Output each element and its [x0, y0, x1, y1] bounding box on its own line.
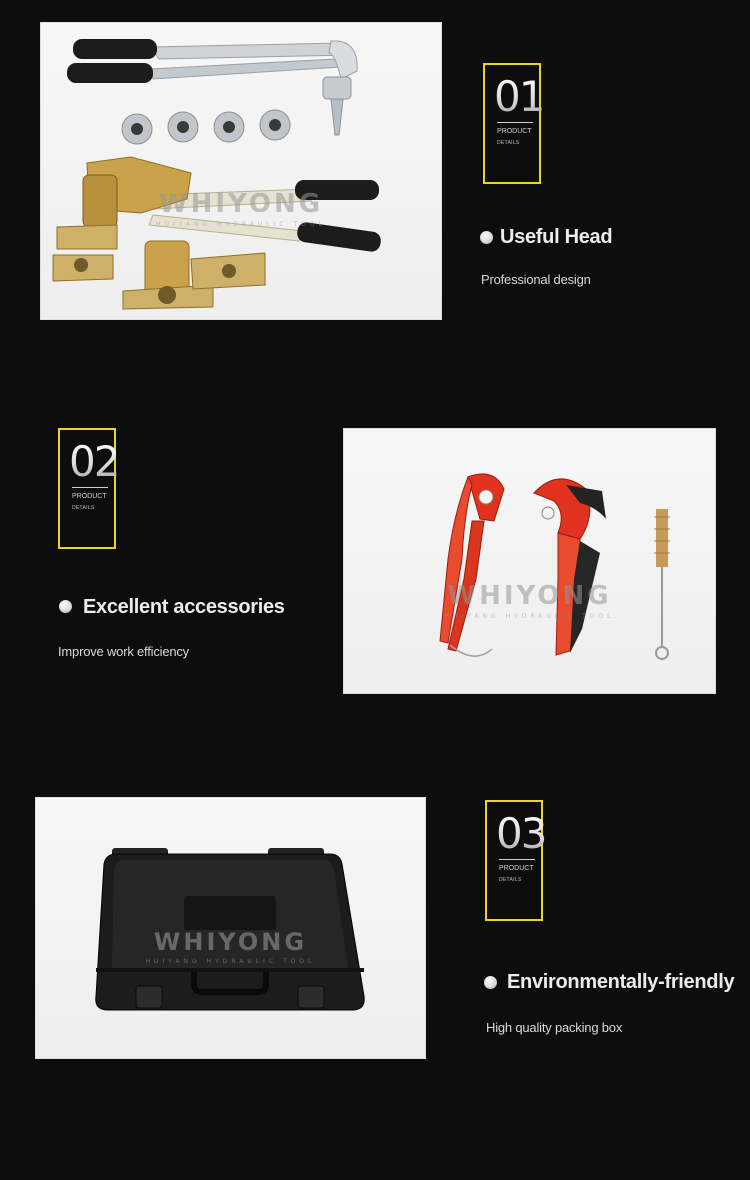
section-number: 02: [69, 437, 119, 486]
feature-description: High quality packing box: [486, 1020, 623, 1035]
product-photo-carrying-case: [35, 797, 426, 1059]
brand-watermark: WHIYONG: [158, 189, 324, 219]
section-number: 01: [494, 72, 544, 121]
brand-watermark-sub: HUIYANG HYDRAULIC TOOL: [145, 958, 316, 965]
bullet-dot-icon: [480, 231, 493, 244]
bullet-dot-icon: [484, 976, 497, 989]
feature-title: Useful Head: [500, 226, 613, 248]
badge-label-details: DETAILS: [499, 877, 522, 883]
section-number-badge-01: [483, 63, 544, 184]
badge-label-details: DETAILS: [497, 140, 520, 146]
section-number: 03: [496, 809, 546, 858]
badge-divider: [497, 122, 533, 123]
tool-kit-illustration: [41, 23, 441, 319]
badge-label-product: PRODUCT: [497, 128, 532, 135]
product-photo-tool-kit: [40, 22, 442, 320]
brand-watermark-sub: HUIYANG HYDRAULIC TOOL: [156, 221, 326, 228]
badge-label-product: PRODUCT: [499, 865, 534, 872]
badge-divider: [499, 859, 535, 860]
brand-watermark: WHIYONG: [447, 581, 612, 611]
carrying-case-illustration: [36, 798, 425, 1058]
badge-label-product: PRODUCT: [72, 493, 107, 500]
brand-watermark: WHIYONG: [153, 928, 308, 956]
feature-title: Environmentally-friendly: [507, 971, 735, 993]
section-number-badge-02: [58, 428, 119, 549]
feature-title: Excellent accessories: [83, 596, 285, 618]
brand-watermark-sub: HUIYANG HYDRAULIC TOOL: [444, 613, 615, 620]
feature-description: Improve work efficiency: [58, 644, 189, 659]
feature-description: Professional design: [481, 272, 591, 287]
section-number-badge-03: [485, 800, 546, 921]
badge-divider: [72, 487, 108, 488]
accessories-illustration: [344, 429, 715, 693]
badge-label-details: DETAILS: [72, 505, 95, 511]
bullet-dot-icon: [59, 600, 72, 613]
product-photo-accessories: [343, 428, 716, 694]
